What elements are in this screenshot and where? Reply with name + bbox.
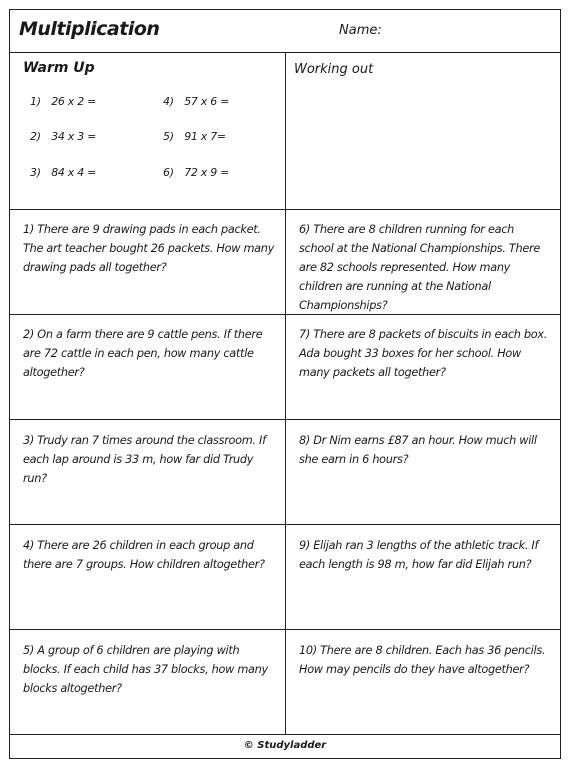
row-divider-4	[10, 524, 560, 525]
warmup-item-3	[30, 166, 96, 179]
warmup-item-expression: 72 x 9 =	[184, 166, 230, 179]
warmup-item-expression: 91 x 7=	[184, 130, 226, 143]
warmup-item-2	[30, 130, 96, 143]
warmup-item-number: 2)	[30, 130, 41, 143]
warmup-item-1	[30, 95, 96, 108]
warmup-title: Warm Up	[23, 60, 95, 76]
row-divider-5	[10, 629, 560, 630]
warmup-item-number: 3)	[30, 166, 41, 179]
warmup-item-4	[163, 95, 229, 108]
warmup-item-number: 4)	[163, 95, 174, 108]
warmup-item-expression: 57 x 6 =	[184, 95, 230, 108]
question-4: 4) There are 26 children in each group and there are 7 groups. How children altogether?	[23, 539, 265, 571]
question-7: 7) There are 8 packets of biscuits in each box. Ada bought 33 boxes for her school. How many packets all together?	[299, 328, 548, 379]
warmup-item-number: 1)	[30, 95, 41, 108]
name-label: Name:	[339, 23, 382, 38]
copyright-footer: © Studyladder	[243, 740, 327, 751]
warmup-item-number: 6)	[163, 166, 174, 179]
question-5: 5) A group of 6 children are playing with blocks. If each child has 37 blocks, how many blocks altogether?	[23, 644, 268, 695]
warmup-item-5	[163, 130, 226, 143]
question-6: 6) There are 8 children running for each school at the National Championships. There are 82 schools represented. How many children are running at the National Championships?	[299, 223, 541, 312]
question-1: 1) There are 9 drawing pads in each packet. The art teacher bought 26 packets. How many drawing pads all together?	[23, 223, 275, 274]
warmup-item-expression: 26 x 2 =	[51, 95, 97, 108]
question-10: 10) There are 8 children. Each has 36 pencils. How may pencils do they have altogether?	[299, 644, 546, 676]
question-3: 3) Trudy ran 7 times around the classroom. If each lap around is 33 m, how far did Trudy run?	[23, 434, 266, 485]
column-divider	[285, 53, 286, 735]
question-9: 9) Elijah ran 3 lengths of the athletic track. If each length is 98 m, how far did Elijah run?	[299, 539, 539, 571]
warmup-item-number: 5)	[163, 130, 174, 143]
question-8: 8) Dr Nim earns £87 an hour. How much will she earn in 6 hours?	[299, 434, 537, 466]
row-divider-1	[10, 209, 560, 210]
row-divider-3	[10, 419, 560, 420]
question-2: 2) On a farm there are 9 cattle pens. If there are 72 cattle in each pen, how many cattle altogether?	[23, 328, 263, 379]
warmup-item-expression: 84 x 4 =	[51, 166, 97, 179]
page-title: Multiplication	[19, 18, 160, 40]
working-out-label: Working out	[294, 62, 374, 77]
warmup-item-6	[163, 166, 229, 179]
worksheet	[9, 9, 561, 759]
warmup-item-expression: 34 x 3 =	[51, 130, 97, 143]
worksheet-header	[10, 10, 560, 53]
